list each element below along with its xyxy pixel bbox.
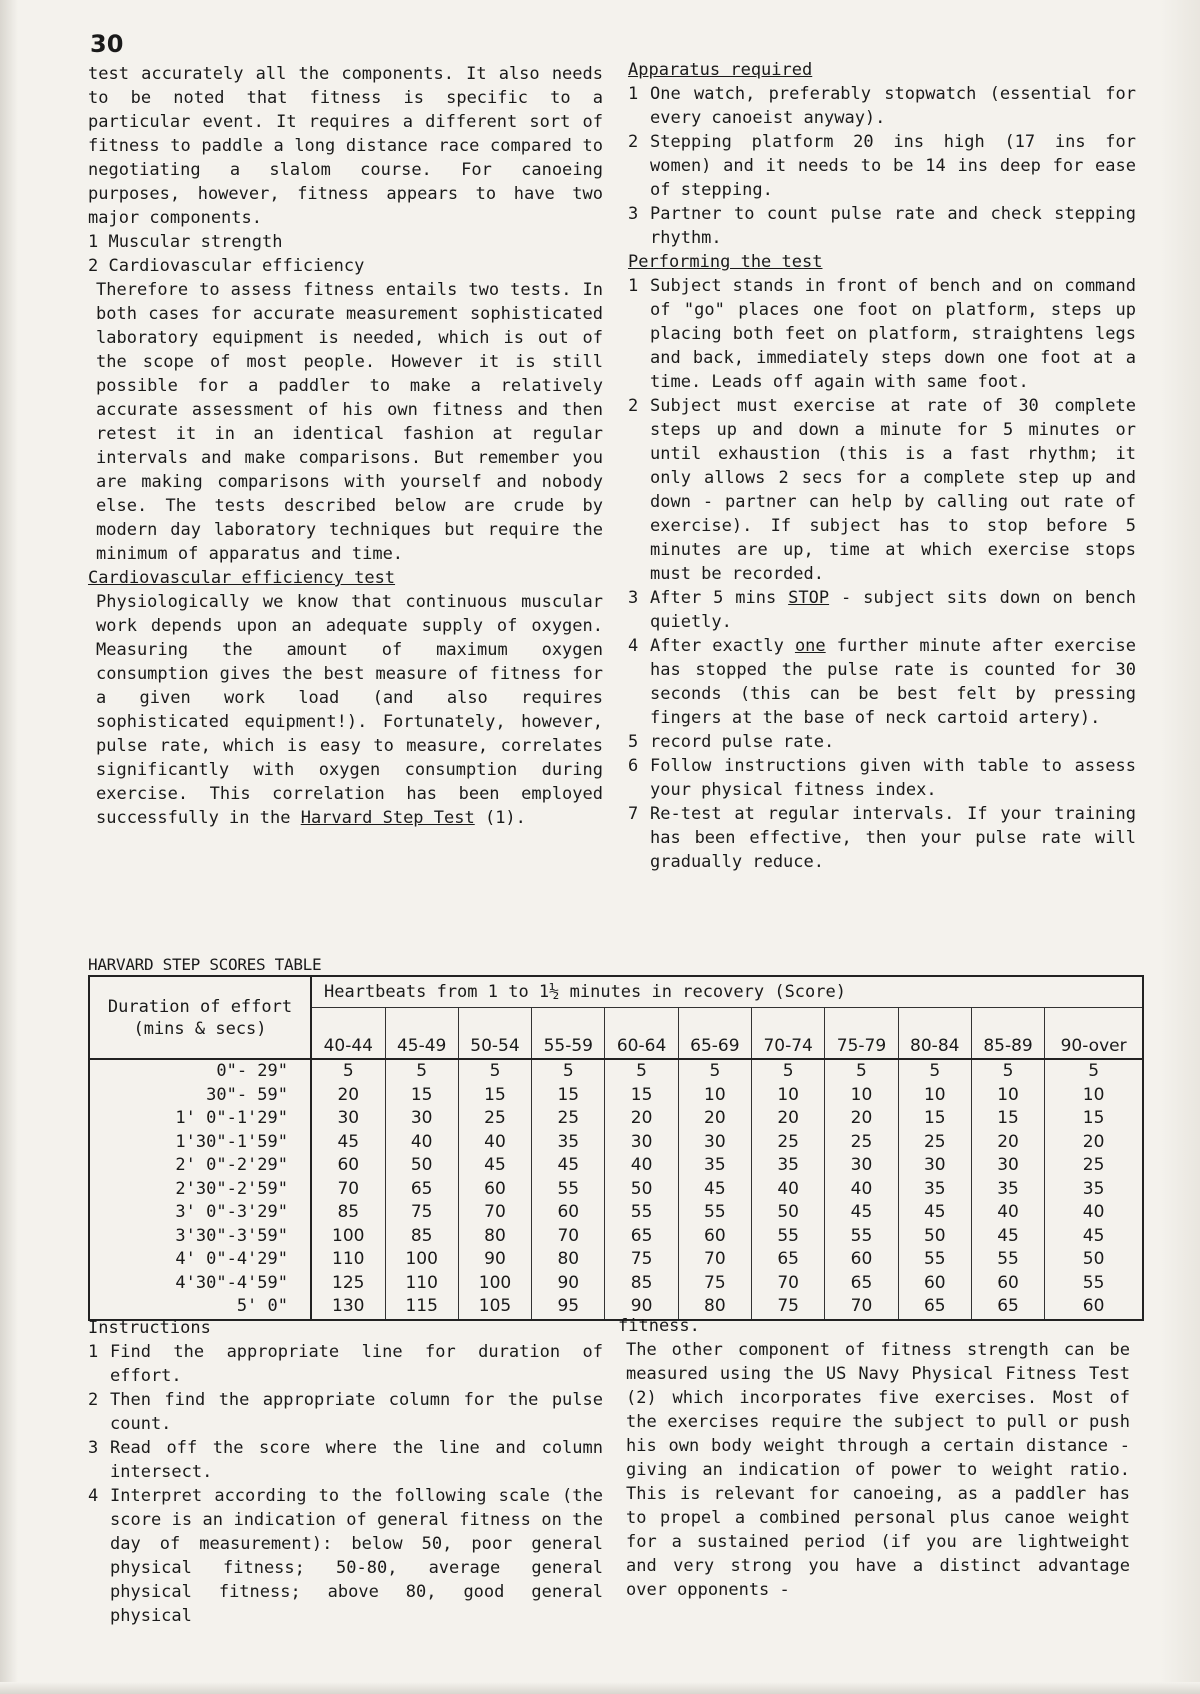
score-cell: 105 <box>458 1295 531 1320</box>
instruction-item <box>88 1436 603 1484</box>
score-cell: 5 <box>825 1059 898 1084</box>
score-cell: 35 <box>752 1154 825 1178</box>
score-cell: 20 <box>752 1107 825 1131</box>
table-row <box>89 1059 1143 1084</box>
score-cell: 30 <box>311 1107 385 1131</box>
score-cell: 85 <box>385 1225 458 1249</box>
item-number: 4 <box>628 636 639 656</box>
score-cell: 25 <box>752 1131 825 1155</box>
physiology-paragraph <box>88 590 603 830</box>
score-cell: 70 <box>825 1295 898 1320</box>
score-cell: 65 <box>752 1248 825 1272</box>
column-header: 50-54 <box>458 1008 531 1060</box>
item-number: 7 <box>628 804 639 824</box>
score-cell: 20 <box>605 1107 678 1131</box>
score-cell: 25 <box>458 1107 531 1131</box>
item-text: Subject must exercise at rate of 30 complete steps up and down a minute for 5 minutes or until exhaustion (this is a fast rhythm; it only allows 2 secs for a complete step up and down - partner can help by calling out rate of exercise). If subject has to stop before 5 minutes are up, time at which exercise stops must be recorded. <box>650 396 1136 584</box>
score-cell: 30 <box>971 1154 1044 1178</box>
score-cell: 75 <box>752 1295 825 1320</box>
score-cell: 30 <box>898 1154 971 1178</box>
item-number: 1 <box>88 1342 99 1362</box>
score-cell: 45 <box>678 1178 751 1202</box>
score-cell: 75 <box>385 1201 458 1225</box>
score-cell: 35 <box>678 1154 751 1178</box>
score-cell: 45 <box>311 1131 385 1155</box>
score-cell: 100 <box>311 1225 385 1249</box>
score-cell: 65 <box>385 1178 458 1202</box>
score-cell: 70 <box>311 1178 385 1202</box>
score-cell: 90 <box>458 1248 531 1272</box>
table-row <box>89 1084 1143 1108</box>
reference-marker: (1). <box>474 808 526 828</box>
score-cell: 60 <box>311 1154 385 1178</box>
duration-cell: 5' 0" <box>89 1295 311 1320</box>
column-header: 60-64 <box>605 1008 678 1060</box>
score-cell: 20 <box>1045 1131 1143 1155</box>
item-text: Stepping platform 20 ins high (17 ins for women) and it needs to be 14 ins deep for ease of stepping. <box>650 132 1136 200</box>
score-cell: 80 <box>458 1225 531 1249</box>
item-number: 5 <box>628 732 639 752</box>
score-cell: 85 <box>311 1201 385 1225</box>
score-cell: 90 <box>532 1272 605 1296</box>
instruction-item <box>88 1340 603 1388</box>
step-item <box>628 754 1136 802</box>
score-cell: 5 <box>532 1059 605 1084</box>
score-cell: 55 <box>678 1201 751 1225</box>
fitness-continuation: fitness. <box>618 1316 700 1336</box>
score-cell: 25 <box>1045 1154 1143 1178</box>
apparatus-item <box>628 130 1136 202</box>
component-muscular: 1 Muscular strength <box>88 232 283 252</box>
score-cell: 40 <box>605 1154 678 1178</box>
score-cell: 100 <box>458 1272 531 1296</box>
column-header: 40-44 <box>311 1008 385 1060</box>
score-cell: 20 <box>971 1131 1044 1155</box>
score-cell: 45 <box>971 1225 1044 1249</box>
duration-cell: 2'30"-2'59" <box>89 1178 311 1202</box>
score-cell: 85 <box>605 1272 678 1296</box>
heartbeats-group-header: Heartbeats from 1 to 1½ minutes in recovery (Score) <box>311 976 1143 1008</box>
step-text: - subject sits down on bench quietly. <box>650 588 1137 632</box>
item-number: 3 <box>88 1438 99 1458</box>
physiology-text: Physiologically we know that continuous muscular work depends upon an adequate supply of oxygen. Measuring the amount of maximum oxygen consumption gives the best measure of fitness for a given work load (and also requires sophisticated equipment!). Fortunately, however, pulse rate, which is easy to measure, correlates significantly with oxygen consumption during exercise. This correlation has been employed successfully in the <box>96 592 603 828</box>
score-cell: 50 <box>1045 1248 1143 1272</box>
instructions-section <box>88 1316 603 1628</box>
score-cell: 30 <box>825 1154 898 1178</box>
score-cell: 55 <box>752 1225 825 1249</box>
score-cell: 55 <box>825 1225 898 1249</box>
apparatus-item <box>628 82 1136 130</box>
right-column <box>628 58 1136 874</box>
score-cell: 65 <box>898 1295 971 1320</box>
score-cell: 25 <box>532 1107 605 1131</box>
score-cell: 10 <box>1045 1084 1143 1108</box>
score-cell: 40 <box>971 1201 1044 1225</box>
score-cell: 40 <box>385 1131 458 1155</box>
step-text: After exactly <box>650 636 795 656</box>
score-cell: 75 <box>605 1248 678 1272</box>
score-cell: 40 <box>458 1131 531 1155</box>
score-cell: 60 <box>458 1178 531 1202</box>
duration-cell: 4' 0"-4'29" <box>89 1248 311 1272</box>
item-text: record pulse rate. <box>650 732 835 752</box>
column-header: 75-79 <box>825 1008 898 1060</box>
score-cell: 55 <box>1045 1272 1143 1296</box>
duration-cell: 3' 0"-3'29" <box>89 1201 311 1225</box>
score-cell: 30 <box>605 1131 678 1155</box>
item-text: Subject stands in front of bench and on command of "go" places one foot on platform, steps up placing both feet on platform, straightens legs and back, immediately steps down one foot at a time. Leads off again with same foot. <box>650 276 1136 392</box>
page-edge-shadow-right <box>1160 0 1200 1694</box>
score-cell: 95 <box>532 1295 605 1320</box>
assess-paragraph: Therefore to assess fitness entails two tests. In both cases for accurate measurement sophisticated laboratory equipment is needed, which is out of the scope of most people. However it is still possible for a paddler to make a relatively accurate assessment of his own fitness and then retest it in an identical fashion at regular intervals and make comparisons. But remember you are making comparisons with yourself and nobody else. The tests described below are crude by modern day laboratory techniques but require the minimum of apparatus and time. <box>96 280 603 564</box>
item-text: Read off the score where the line and column intersect. <box>110 1438 603 1482</box>
item-number: 3 <box>628 204 639 224</box>
score-cell: 110 <box>385 1272 458 1296</box>
score-cell: 60 <box>532 1201 605 1225</box>
duration-cell: 0"- 29" <box>89 1059 311 1084</box>
step-item <box>628 730 1136 754</box>
step-item <box>628 802 1136 874</box>
harvard-step-scores-table <box>88 975 1144 1321</box>
score-cell: 125 <box>311 1272 385 1296</box>
column-header: 45-49 <box>385 1008 458 1060</box>
table-row <box>89 1225 1143 1249</box>
item-number: 1 <box>628 84 639 104</box>
score-cell: 15 <box>898 1107 971 1131</box>
score-cell: 25 <box>898 1131 971 1155</box>
duration-cell: 3'30"-3'59" <box>89 1225 311 1249</box>
score-cell: 45 <box>532 1154 605 1178</box>
score-cell: 60 <box>971 1272 1044 1296</box>
table-row <box>89 1201 1143 1225</box>
score-cell: 55 <box>532 1178 605 1202</box>
score-cell: 10 <box>678 1084 751 1108</box>
score-cell: 55 <box>898 1248 971 1272</box>
score-cell: 5 <box>605 1059 678 1084</box>
score-cell: 15 <box>532 1084 605 1108</box>
column-header: 90-over <box>1045 1008 1143 1060</box>
duration-cell: 30"- 59" <box>89 1084 311 1108</box>
score-cell: 20 <box>825 1107 898 1131</box>
score-cell: 35 <box>971 1178 1044 1202</box>
column-header: 80-84 <box>898 1008 971 1060</box>
item-number: 1 <box>628 276 639 296</box>
score-cell: 20 <box>678 1107 751 1131</box>
score-cell: 10 <box>752 1084 825 1108</box>
score-cell: 15 <box>605 1084 678 1108</box>
score-cell: 80 <box>678 1295 751 1320</box>
score-cell: 90 <box>605 1295 678 1320</box>
score-cell: 5 <box>385 1059 458 1084</box>
item-number: 3 <box>628 588 639 608</box>
score-cell: 5 <box>752 1059 825 1084</box>
score-cell: 50 <box>752 1201 825 1225</box>
column-header: 55-59 <box>532 1008 605 1060</box>
score-cell: 35 <box>1045 1178 1143 1202</box>
duration-cell: 1'30"-1'59" <box>89 1131 311 1155</box>
score-cell: 10 <box>971 1084 1044 1108</box>
table-row <box>89 1178 1143 1202</box>
score-cell: 20 <box>311 1084 385 1108</box>
strength-paragraph: The other component of fitness strength can be measured using the US Navy Physical Fitness Test (2) which incorporates five exercises. Most of the exercises require the subject to pull or push his own body weight through a certain distance - giving an indication of power to weight ratio. This is relevant for canoeing, as a paddler has to propel a combined personal plus canoe weight for a sustained period (if you are lightweight and very strong you have a distinct advantage over opponents - <box>626 1340 1130 1600</box>
score-cell: 50 <box>385 1154 458 1178</box>
step-item <box>628 634 1136 730</box>
score-cell: 15 <box>1045 1107 1143 1131</box>
one-emphasis: one <box>794 636 826 656</box>
score-cell: 45 <box>1045 1225 1143 1249</box>
score-cell: 65 <box>971 1295 1044 1320</box>
score-cell: 110 <box>311 1248 385 1272</box>
score-cell: 10 <box>898 1084 971 1108</box>
score-cell: 40 <box>752 1178 825 1202</box>
score-cell: 70 <box>752 1272 825 1296</box>
page-edge-shadow-bottom <box>0 1682 1200 1694</box>
score-cell: 35 <box>532 1131 605 1155</box>
score-cell: 35 <box>898 1178 971 1202</box>
column-header: 65-69 <box>678 1008 751 1060</box>
score-cell: 5 <box>971 1059 1044 1084</box>
item-text: Partner to count pulse rate and check stepping rhythm. <box>650 204 1136 248</box>
intro-paragraph: test accurately all the components. It also needs to be noted that fitness is specific to a particular event. It requires a different sort of fitness to paddle a long distance race compared to negotiating a slalom course. For canoeing purposes, however, fitness appears to have two major components. <box>88 64 603 228</box>
column-header: 85-89 <box>971 1008 1044 1060</box>
score-cell: 100 <box>385 1248 458 1272</box>
score-cell: 50 <box>605 1178 678 1202</box>
table-title: HARVARD STEP SCORES TABLE <box>88 955 322 974</box>
instruction-item <box>88 1484 603 1628</box>
table-row <box>89 1272 1143 1296</box>
cardio-heading: Cardiovascular efficiency test <box>88 568 396 588</box>
item-number: 4 <box>88 1486 99 1506</box>
score-cell: 15 <box>458 1084 531 1108</box>
table-row <box>89 1107 1143 1131</box>
score-cell: 130 <box>311 1295 385 1320</box>
table-row <box>89 1131 1143 1155</box>
instruction-item <box>88 1388 603 1436</box>
score-cell: 10 <box>825 1084 898 1108</box>
score-cell: 65 <box>605 1225 678 1249</box>
score-cell: 40 <box>825 1178 898 1202</box>
score-cell: 30 <box>678 1131 751 1155</box>
score-cell: 5 <box>898 1059 971 1084</box>
duration-cell: 2' 0"-2'29" <box>89 1154 311 1178</box>
apparatus-heading: Apparatus required <box>628 60 813 80</box>
score-cell: 60 <box>1045 1295 1143 1320</box>
score-cell: 15 <box>971 1107 1044 1131</box>
item-number: 2 <box>88 1390 99 1410</box>
page-edge-shadow <box>0 0 18 1694</box>
item-text: Interpret according to the following scale (the score is an indication of general fitness on the day of measurement): below 50, poor general physical fitness; 50-80, average general physical fitness; above 80, good general physical <box>110 1486 603 1626</box>
item-text: Find the appropriate line for duration of effort. <box>110 1342 603 1386</box>
duration-cell: 4'30"-4'59" <box>89 1272 311 1296</box>
score-cell: 40 <box>1045 1201 1143 1225</box>
harvard-step-test-reference: Harvard Step Test <box>300 808 475 828</box>
score-cell: 60 <box>678 1225 751 1249</box>
step-item <box>628 586 1136 634</box>
duration-header: Duration of effort (mins & secs) <box>89 976 311 1059</box>
table-body <box>89 1059 1143 1320</box>
score-cell: 55 <box>605 1201 678 1225</box>
score-cell: 15 <box>385 1084 458 1108</box>
item-text: Follow instructions given with table to assess your physical fitness index. <box>650 756 1136 800</box>
item-text: One watch, preferably stopwatch (essential for every canoeist anyway). <box>650 84 1136 128</box>
strength-section <box>618 1316 1130 1602</box>
score-cell: 5 <box>1045 1059 1143 1084</box>
score-cell: 60 <box>825 1248 898 1272</box>
score-cell: 75 <box>678 1272 751 1296</box>
component-cardio: 2 Cardiovascular efficiency <box>88 256 365 276</box>
score-cell: 70 <box>532 1225 605 1249</box>
left-column <box>88 62 603 830</box>
item-text <box>650 634 1136 730</box>
score-cell: 5 <box>678 1059 751 1084</box>
item-number: 6 <box>628 756 639 776</box>
score-cell: 115 <box>385 1295 458 1320</box>
score-cell: 70 <box>678 1248 751 1272</box>
score-cell: 60 <box>898 1272 971 1296</box>
stop-emphasis: STOP <box>788 588 830 608</box>
score-cell: 45 <box>898 1201 971 1225</box>
score-cell: 45 <box>825 1201 898 1225</box>
page-number: 30 <box>90 30 124 58</box>
column-header: 70-74 <box>752 1008 825 1060</box>
score-cell: 50 <box>898 1225 971 1249</box>
apparatus-item <box>628 202 1136 250</box>
item-number: 2 <box>628 396 639 416</box>
score-cell: 80 <box>532 1248 605 1272</box>
step-item <box>628 274 1136 394</box>
item-number: 2 <box>628 132 639 152</box>
score-cell: 70 <box>458 1201 531 1225</box>
score-cell: 55 <box>971 1248 1044 1272</box>
score-cell: 5 <box>311 1059 385 1084</box>
item-text <box>650 586 1136 634</box>
score-cell: 25 <box>825 1131 898 1155</box>
duration-cell: 1' 0"-1'29" <box>89 1107 311 1131</box>
score-cell: 65 <box>825 1272 898 1296</box>
score-cell: 30 <box>385 1107 458 1131</box>
performing-heading: Performing the test <box>628 252 823 272</box>
item-text: Then find the appropriate column for the pulse count. <box>110 1390 603 1434</box>
step-item <box>628 394 1136 586</box>
score-cell: 45 <box>458 1154 531 1178</box>
item-text: Re-test at regular intervals. If your training has been effective, then your pulse rate will gradually reduce. <box>650 804 1136 872</box>
step-text: After 5 mins <box>650 588 789 608</box>
table-row <box>89 1154 1143 1178</box>
table-row <box>89 1248 1143 1272</box>
score-cell: 5 <box>458 1059 531 1084</box>
step-text: further minute after exercise has stopped the pulse rate is counted for 30 seconds (this can be best felt by pressing fingers at the base of neck cartoid artery). <box>650 636 1136 728</box>
instructions-heading: Instructions <box>88 1318 211 1338</box>
